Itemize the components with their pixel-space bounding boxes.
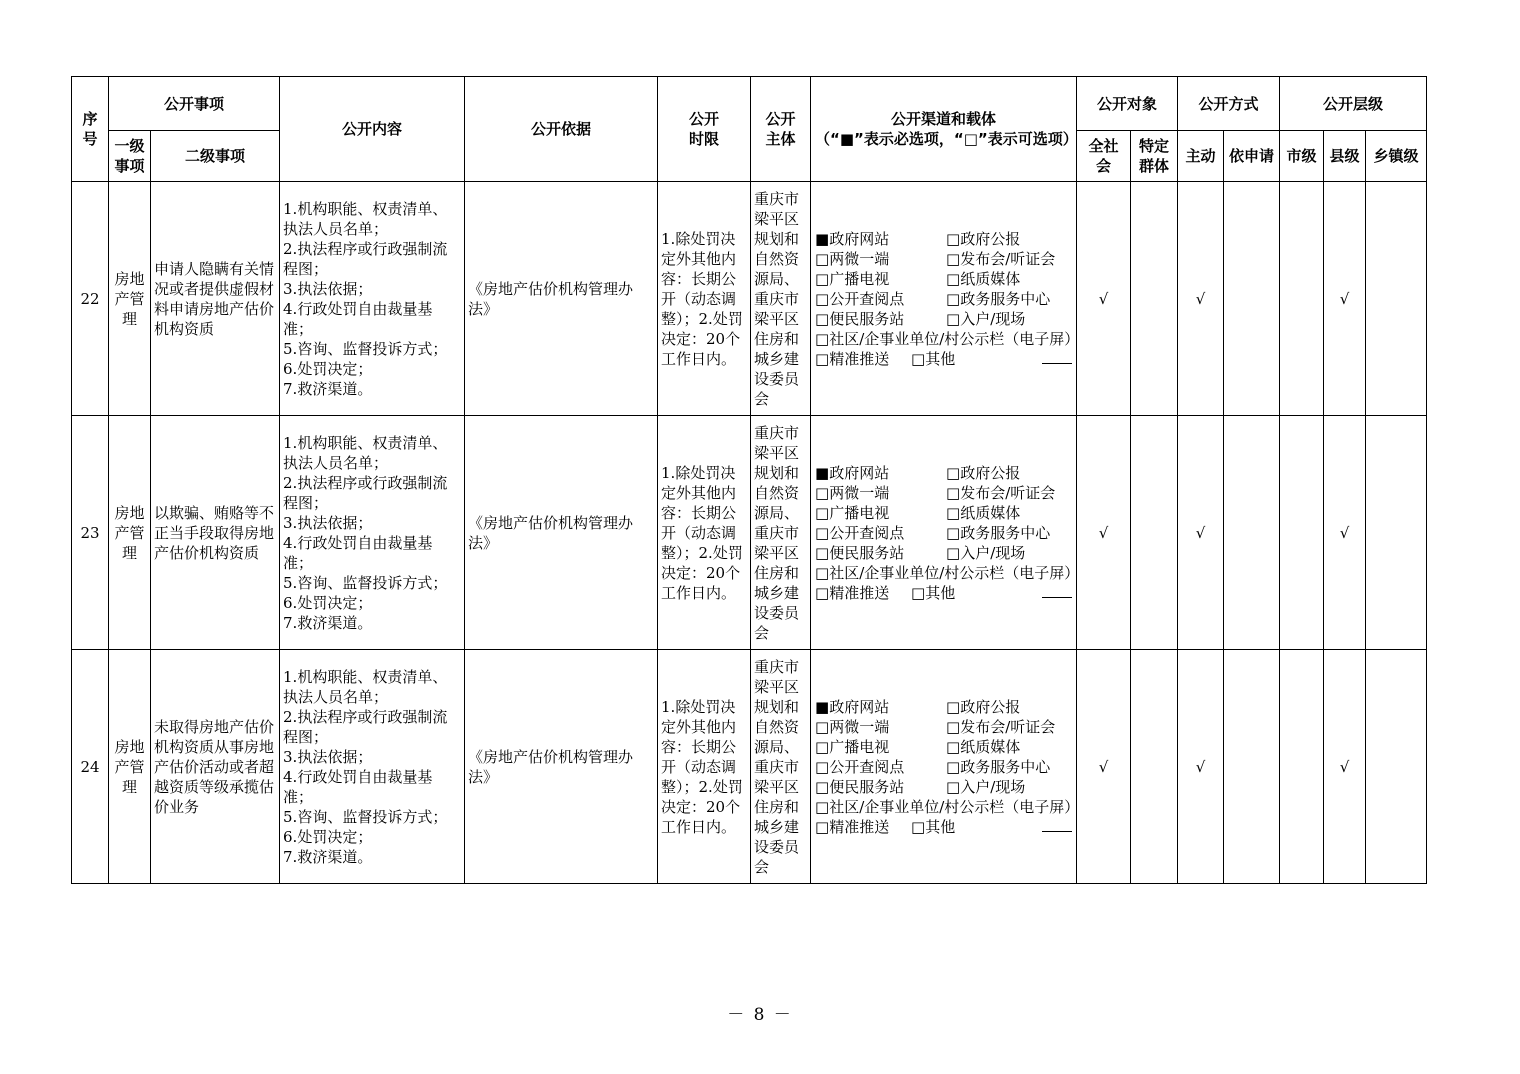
channel-precise: □精准推送 xyxy=(815,349,890,368)
cell-content xyxy=(280,650,465,884)
channel-convenience: □便民服务站 xyxy=(815,543,905,562)
header-subject: 公开主体 xyxy=(751,77,811,182)
header-target-specific: 特定群体 xyxy=(1131,131,1178,182)
content-line: 执法人员名单； xyxy=(283,687,389,706)
cell-seq: 23 xyxy=(72,416,109,650)
page-number: － 8 － xyxy=(727,1005,793,1025)
cell-seq: 22 xyxy=(72,182,109,416)
content-line: 准； xyxy=(283,553,314,572)
content-line: 1.机构职能、权责清单、 xyxy=(283,433,448,452)
content-line: 1.机构职能、权责清单、 xyxy=(283,199,448,218)
channel-door: □入户/现场 xyxy=(946,309,1026,328)
cell-channels xyxy=(811,650,1080,884)
channel-community: □社区/企事业单位/村公示栏（电子屏） xyxy=(815,797,1080,816)
channel-public-read: □公开查阅点 xyxy=(815,523,905,542)
cell-basis: 《房地产估价机构管理办法》 xyxy=(465,650,658,884)
channel-broadcast: □广播电视 xyxy=(815,503,890,522)
header-level-town: 乡镇级 xyxy=(1366,131,1427,182)
content-line: 2.执法程序或行政强制流 xyxy=(283,707,448,726)
cell-seq: 24 xyxy=(72,650,109,884)
channel-gov-gazette: □政府公报 xyxy=(946,697,1021,716)
cell-level1: 房地产管理 xyxy=(109,416,151,650)
channel-press: □发布会/听证会 xyxy=(946,483,1056,502)
cell-mode-request xyxy=(1224,182,1280,416)
content-line: 3.执法依据； xyxy=(283,513,373,532)
cell-basis: 《房地产估价机构管理办法》 xyxy=(465,182,658,416)
table-row xyxy=(72,182,1427,416)
channel-community: □社区/企事业单位/村公示栏（电子屏） xyxy=(815,563,1080,582)
cell-channels xyxy=(811,182,1080,416)
cell-subject: 重庆市梁平区规划和自然资源局、重庆市梁平区住房和城乡建设委员会 xyxy=(751,182,811,416)
cell-content xyxy=(280,182,465,416)
content-line: 4.行政处罚自由裁量基 xyxy=(283,299,433,318)
channel-two-micro: □两微一端 xyxy=(815,717,890,736)
cell-level-county: √ xyxy=(1324,650,1366,884)
channel-two-micro: □两微一端 xyxy=(815,483,890,502)
header-level-city: 市级 xyxy=(1280,131,1324,182)
cell-target-all: √ xyxy=(1077,416,1131,650)
cell-level-city xyxy=(1280,182,1324,416)
cell-level-town xyxy=(1366,182,1427,416)
channel-door: □入户/现场 xyxy=(946,777,1026,796)
header-row-1 xyxy=(72,77,1427,131)
channel-convenience: □便民服务站 xyxy=(815,777,905,796)
header-level1: 一级事项 xyxy=(109,131,151,182)
other-blank-line xyxy=(1042,583,1072,598)
channel-gov-site: ■政府网站 xyxy=(815,229,890,248)
content-line: 5.咨询、监督投诉方式； xyxy=(283,339,448,358)
content-line: 准； xyxy=(283,319,314,338)
table-row xyxy=(72,650,1427,884)
cell-time-limit: 1.除处罚决定外其他内容：长期公开（动态调整）；2.处罚决定：20个工作日内。 xyxy=(658,650,751,884)
channel-other: □其他 xyxy=(911,349,956,368)
cell-time-limit: 1.除处罚决定外其他内容：长期公开（动态调整）；2.处罚决定：20个工作日内。 xyxy=(658,182,751,416)
cell-content xyxy=(280,416,465,650)
cell-mode-active: √ xyxy=(1178,416,1224,650)
cell-level-county: √ xyxy=(1324,182,1366,416)
cell-level2: 未取得房地产估价机构资质从事房地产估价活动或者超越资质等级承揽估价业务 xyxy=(151,650,280,884)
cell-level2: 以欺骗、贿赂等不正当手段取得房地产估价机构资质 xyxy=(151,416,280,650)
content-line: 1.机构职能、权责清单、 xyxy=(283,667,448,686)
content-line: 7.救济渠道。 xyxy=(283,379,373,398)
cell-time-limit: 1.除处罚决定外其他内容：长期公开（动态调整）；2.处罚决定：20个工作日内。 xyxy=(658,416,751,650)
channel-precise: □精准推送 xyxy=(815,817,890,836)
content-line: 6.处罚决定； xyxy=(283,593,373,612)
header-mode-request: 依申请 xyxy=(1224,131,1280,182)
channel-service-center: □政务服务中心 xyxy=(946,289,1051,308)
cell-level-town xyxy=(1366,650,1427,884)
cell-level1: 房地产管理 xyxy=(109,650,151,884)
channel-paper: □纸质媒体 xyxy=(946,737,1021,756)
content-line: 6.处罚决定； xyxy=(283,827,373,846)
content-line: 5.咨询、监督投诉方式； xyxy=(283,573,448,592)
cell-target-specific xyxy=(1131,416,1178,650)
header-time-limit: 公开时限 xyxy=(658,77,751,182)
header-target-group: 公开对象 xyxy=(1077,77,1178,131)
cell-level1: 房地产管理 xyxy=(109,182,151,416)
cell-mode-active: √ xyxy=(1178,650,1224,884)
content-line: 程图； xyxy=(283,727,329,746)
header-level2: 二级事项 xyxy=(151,131,280,182)
other-blank-line xyxy=(1042,349,1072,364)
channel-gov-site: ■政府网站 xyxy=(815,463,890,482)
channel-precise: □精准推送 xyxy=(815,583,890,602)
cell-mode-request xyxy=(1224,650,1280,884)
header-item-group: 公开事项 xyxy=(109,77,280,131)
header-level-county: 县级 xyxy=(1324,131,1366,182)
channel-door: □入户/现场 xyxy=(946,543,1026,562)
disclosure-table xyxy=(71,76,1427,884)
cell-level-city xyxy=(1280,650,1324,884)
channel-other: □其他 xyxy=(911,583,956,602)
channel-public-read: □公开查阅点 xyxy=(815,289,905,308)
cell-target-specific xyxy=(1131,650,1178,884)
channel-press: □发布会/听证会 xyxy=(946,249,1056,268)
channel-paper: □纸质媒体 xyxy=(946,503,1021,522)
cell-target-all: √ xyxy=(1077,182,1131,416)
header-basis: 公开依据 xyxy=(465,77,658,182)
channel-broadcast: □广播电视 xyxy=(815,269,890,288)
cell-level2: 申请人隐瞒有关情况或者提供虚假材料申请房地产估价机构资质 xyxy=(151,182,280,416)
content-line: 程图； xyxy=(283,493,329,512)
header-level-group: 公开层级 xyxy=(1280,77,1427,131)
content-line: 3.执法依据； xyxy=(283,279,373,298)
content-line: 2.执法程序或行政强制流 xyxy=(283,239,448,258)
cell-channels xyxy=(811,416,1080,650)
content-line: 程图； xyxy=(283,259,329,278)
header-mode-active: 主动 xyxy=(1178,131,1224,182)
content-line: 3.执法依据； xyxy=(283,747,373,766)
content-line: 2.执法程序或行政强制流 xyxy=(283,473,448,492)
cell-target-specific xyxy=(1131,182,1178,416)
header-mode-group: 公开方式 xyxy=(1178,77,1280,131)
header-target-all: 全社会 xyxy=(1077,131,1131,182)
channel-press: □发布会/听证会 xyxy=(946,717,1056,736)
channel-service-center: □政务服务中心 xyxy=(946,523,1051,542)
content-line: 4.行政处罚自由裁量基 xyxy=(283,533,433,552)
cell-level-county: √ xyxy=(1324,416,1366,650)
channel-convenience: □便民服务站 xyxy=(815,309,905,328)
channel-gov-gazette: □政府公报 xyxy=(946,229,1021,248)
other-blank-line xyxy=(1042,817,1072,832)
cell-mode-active: √ xyxy=(1178,182,1224,416)
channel-public-read: □公开查阅点 xyxy=(815,757,905,776)
cell-mode-request xyxy=(1224,416,1280,650)
cell-target-all: √ xyxy=(1077,650,1131,884)
content-line: 7.救济渠道。 xyxy=(283,613,373,632)
channel-gov-site: ■政府网站 xyxy=(815,697,890,716)
header-channel-note: （“■”表示必选项，“□”表示可选项） xyxy=(815,130,1078,148)
channel-gov-gazette: □政府公报 xyxy=(946,463,1021,482)
cell-level-city xyxy=(1280,416,1324,650)
channel-service-center: □政务服务中心 xyxy=(946,757,1051,776)
cell-subject: 重庆市梁平区规划和自然资源局、重庆市梁平区住房和城乡建设委员会 xyxy=(751,416,811,650)
channel-paper: □纸质媒体 xyxy=(946,269,1021,288)
cell-level-town xyxy=(1366,416,1427,650)
channel-community: □社区/企事业单位/村公示栏（电子屏） xyxy=(815,329,1080,348)
header-content: 公开内容 xyxy=(280,77,465,182)
content-line: 执法人员名单； xyxy=(283,453,389,472)
cell-basis: 《房地产估价机构管理办法》 xyxy=(465,416,658,650)
table-row xyxy=(72,416,1427,650)
content-line: 准； xyxy=(283,787,314,806)
header-channel-title: 公开渠道和载体 xyxy=(891,110,997,128)
content-line: 4.行政处罚自由裁量基 xyxy=(283,767,433,786)
content-line: 5.咨询、监督投诉方式； xyxy=(283,807,448,826)
content-line: 7.救济渠道。 xyxy=(283,847,373,866)
content-line: 执法人员名单； xyxy=(283,219,389,238)
channel-other: □其他 xyxy=(911,817,956,836)
channel-two-micro: □两微一端 xyxy=(815,249,890,268)
header-channel xyxy=(811,77,1077,182)
header-seq: 序号 xyxy=(72,77,109,182)
content-line: 6.处罚决定； xyxy=(283,359,373,378)
cell-subject: 重庆市梁平区规划和自然资源局、重庆市梁平区住房和城乡建设委员会 xyxy=(751,650,811,884)
channel-broadcast: □广播电视 xyxy=(815,737,890,756)
